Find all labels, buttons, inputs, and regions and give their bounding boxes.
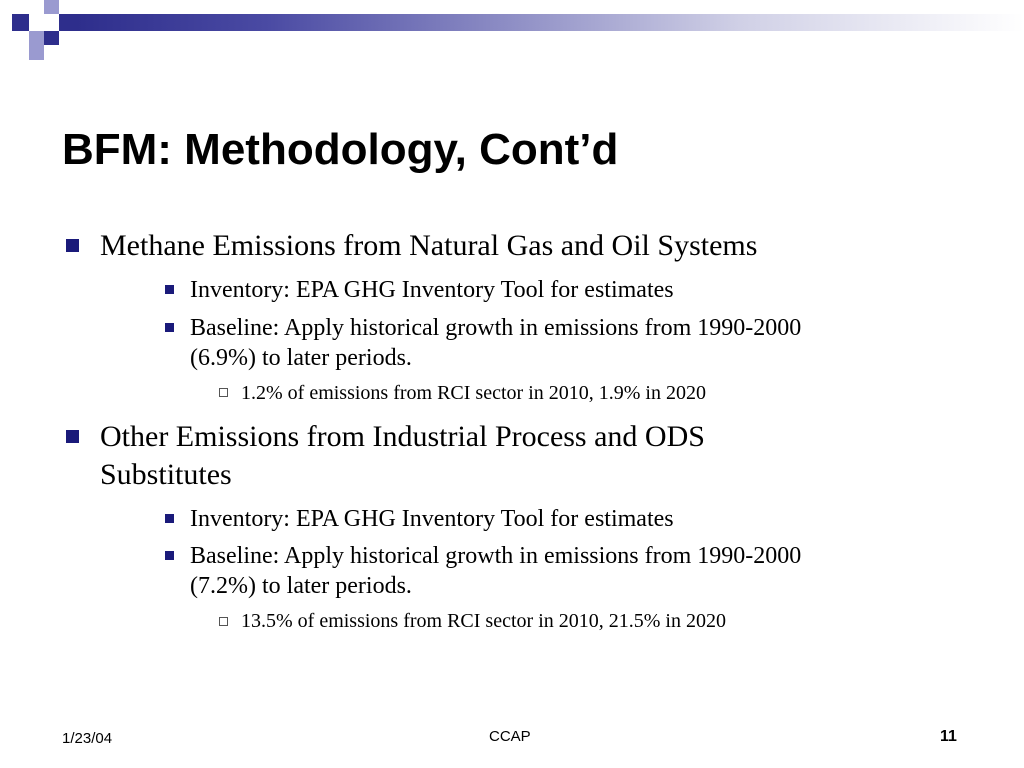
page-number: 11	[940, 728, 957, 745]
corner-square-light	[29, 31, 44, 45]
section-heading: Methane Emissions from Natural Gas and Oil Systems	[100, 229, 758, 262]
list-item-continuation: (7.2%) to later periods.	[190, 573, 412, 599]
bullet-square-icon	[165, 323, 174, 332]
list-item: Inventory: EPA GHG Inventory Tool for estimates	[190, 277, 674, 303]
list-item: Inventory: EPA GHG Inventory Tool for estimates	[190, 506, 674, 532]
section-heading: Other Emissions from Industrial Process and ODS	[100, 420, 705, 453]
bullet-square-icon	[165, 285, 174, 294]
bullet-square-icon	[165, 514, 174, 523]
hollow-square-bullet-icon	[219, 617, 228, 626]
corner-square-dark	[44, 31, 59, 45]
sub-list-item: 13.5% of emissions from RCI sector in 2010, 21.5% in 2020	[241, 610, 726, 632]
section-heading-continuation: Substitutes	[100, 458, 232, 491]
corner-square-dark	[12, 14, 29, 31]
list-item: Baseline: Apply historical growth in emissions from 1990-2000	[190, 315, 802, 341]
bullet-square-icon	[165, 551, 174, 560]
footer-center-text: CCAP	[489, 728, 531, 745]
list-item: Baseline: Apply historical growth in emissions from 1990-2000	[190, 543, 802, 569]
bullet-square-icon	[66, 430, 79, 443]
header-gradient-bar	[76, 14, 1024, 31]
bullet-square-icon	[66, 239, 79, 252]
corner-square-light	[44, 0, 59, 14]
hollow-square-bullet-icon	[219, 388, 228, 397]
list-item-continuation: (6.9%) to later periods.	[190, 345, 412, 371]
slide-title: BFM: Methodology, Cont’d	[62, 125, 619, 174]
corner-square-light	[29, 45, 44, 60]
footer-date: 1/23/04	[62, 730, 113, 747]
sub-list-item: 1.2% of emissions from RCI sector in 2010, 1.9% in 2020	[241, 382, 706, 404]
corner-square-dark	[59, 14, 76, 31]
